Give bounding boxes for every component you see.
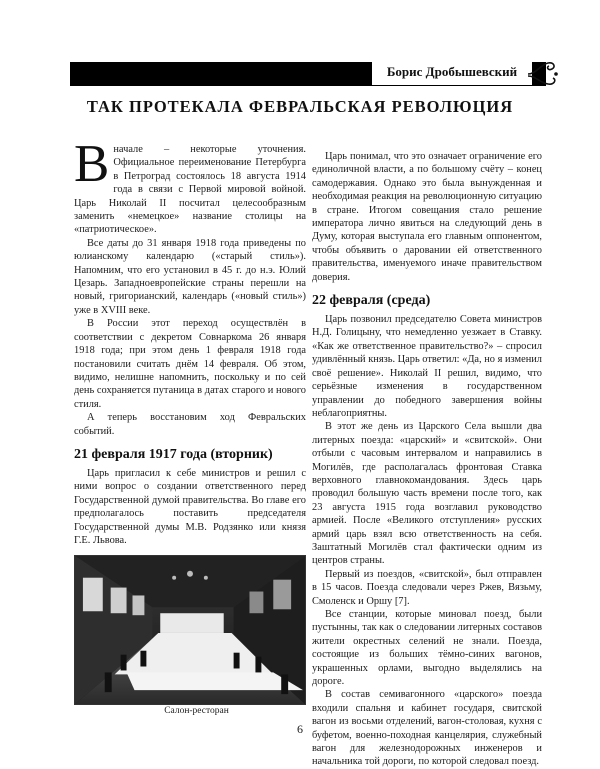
page-title: ТАК ПРОТЕКАЛА ФЕВРАЛЬСКАЯ РЕВОЛЮЦИЯ: [86, 97, 514, 116]
ornament-icon: [526, 55, 560, 89]
paragraph-trains: В этот же день из Царского Села вышли два литерных поезда: «царский» и «свитской». Они отбыли с часовым интервалом и направились в Могилёв, где располагалась фронтовая Ставка верховного главнокомандования. Здесь царь проводил большую часть времени после того, как 23 августа 1915 года возглавил руководство армией. После «Великого отступления» русских армий царь взял всю ответственность на себя. Заштатный Могилёв стал фактически одним из центров страны.: [312, 421, 542, 567]
right-column: [312, 150, 542, 769]
section-heading-feb22: 22 февраля (среда): [312, 293, 431, 309]
paragraph-calendar: В России этот переход осуществлён в соответствии с декретом Совнаркома 26 января 1918 года; при этом день 1 февраля 1918 года постановили считать днём 14 февраля. Об этом, видимо, нелишне напомнить, поскольку и по сей день сохраняется путаница в датах старого и нового стиля.: [74, 318, 306, 410]
drop-cap: В: [74, 135, 110, 193]
paragraph-dates: Все даты до 31 января 1918 года приведены по юлианскому календарю («старый стиль»). Напомним, что его установил в 45 г. до н.э. Юлий Цезарь. Западноевропейские страны перешли на новый, григорианский, календарь («новый стиль») уже в XVIII веке.: [74, 237, 306, 316]
section-heading-feb21: 21 февраля 1917 года (вторник): [74, 446, 273, 462]
paragraph-ministers: Царь пригласил к себе министров и решил с ними вопрос о создании ответственного перед Государственной думой правительства. Во главе его предполагалось поставить председателя Государственной думы М.В. Родзянко или князя Г.Е. Львова.: [74, 467, 306, 546]
left-column: [74, 135, 306, 719]
paragraph-golitsyn: Царь позвонил председателю Совета министров Н.Д. Голицыну, что немедленно уезжает в Ставку. «Как же ответственное правительство?» – спросил удивлённый князь. Царь ответил: «Да, но я изменил своё решение». Николай II решил, видимо, что серьёзные изменения в государственном управлении до победного завершения войны неблагоприятны.: [312, 314, 542, 419]
paragraph-first-train: Первый из поездов, «свитской», был отправлен в 15 часов. Поезда следовали через Ржев, Вязьму, Смоленск и Оршу [7].: [312, 568, 542, 607]
paragraph-stations: Все станции, которые миновал поезд, были пустынны, так как о следовании литерных составов жители окрестных селений не знали. Поезда, состоящие из больших тёмно-синих вагонов, украшенных орлами, выгодно выделялись на дороге.: [312, 609, 542, 688]
page-number: 6: [297, 722, 303, 736]
paragraph-autocracy: Царь понимал, что это означает ограничение его единоличной власти, а по большому счёту – конец самодержавия. Однако это была вынужденная и необходимая реакция на революционную ситуацию в стране. Итогом совещания стало решение императора лично явиться на следующий день в Думу, которая выступала его главным оппонентом, чтобы объявить о даровании ей ответственного правительства, именуемого иначе правительством доверия.: [312, 151, 542, 283]
dining-car-photo: [74, 555, 306, 705]
photo-caption: Салон-ресторан: [164, 706, 229, 717]
intro-text: начале – некоторые уточнения. Официальное переименование Петербурга в Петроград состоялось 18 августа 1914 года в связи с Первой мировой войной. Царь Николай II посчитал целесообразным заменить «немецкое» название столицы на «патриотическое».: [74, 144, 306, 236]
author-name: Борис Дробышевский: [372, 59, 532, 85]
paragraph-events: А теперь восстановим ход Февральских событий.: [74, 412, 306, 437]
paragraph-train-composition: В состав семивагонного «царского» поезда входили спальня и кабинет государя, свитской вагон из восьми отделений, вагон-столовая, кухня с буфетом, военно-походная канцелярия, служебный вагон для железнодорожных инженеров и начальника той дороги, по которой следовал поезд.: [312, 689, 542, 768]
intro-paragraph: [74, 135, 306, 237]
